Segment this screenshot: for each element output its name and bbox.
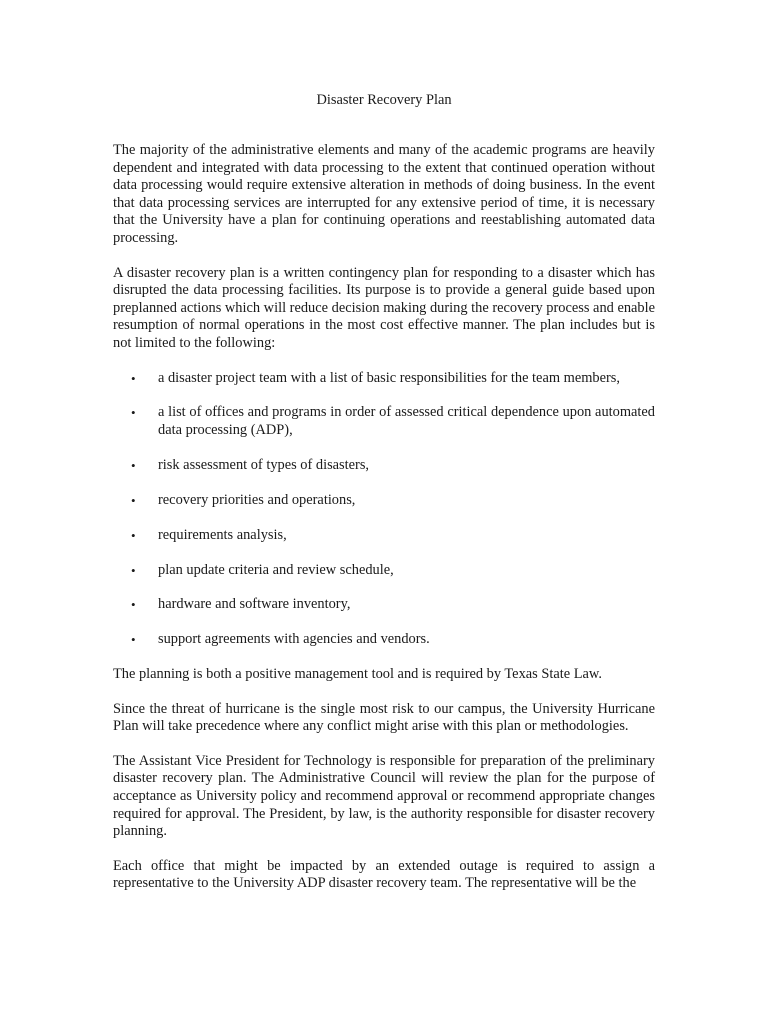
list-item: [113, 370, 655, 388]
list-item: [113, 562, 655, 580]
list-item: [113, 596, 655, 614]
list-item: [113, 527, 655, 545]
bullet-icon: •: [131, 405, 136, 421]
document-body: [113, 142, 655, 893]
list-item-text: support agreements with agencies and vendors.: [158, 631, 430, 648]
list-item: [113, 457, 655, 475]
list-item: [113, 631, 655, 649]
list-item: [113, 404, 655, 439]
list-item-text: risk assessment of types of disasters,: [158, 456, 370, 473]
list-item-text: hardware and software inventory,: [158, 596, 351, 613]
list-item-text: plan update criteria and review schedule,: [158, 561, 394, 578]
list-item-text: recovery priorities and operations,: [158, 491, 356, 508]
document-title: Disaster Recovery Plan: [316, 92, 452, 108]
paragraph-plan-definition: A disaster recovery plan is a written contingency plan for responding to a disaster which has disrupted the data processing facilities. Its purpose is to provide a general guide based upon preplanned actions which will reduce decision making during the recovery process and enable resumption of normal operations in the most cost effective manner. The plan includes but is not limited to the following:: [113, 264, 655, 351]
bullet-icon: •: [131, 632, 136, 648]
paragraph-intro: The majority of the administrative elements and many of the academic programs are heavily dependent and integrated with data processing to the extent that continued operation without data processing would require extensive alteration in methods of doing business. In the event that data processing services are interrupted for any extensive period of time, it is necessary that the University have a plan for continuing operations and reestablishing automated data processing.: [113, 142, 655, 246]
list-item-text: a list of offices and programs in order of assessed critical dependence upon automated data processing (ADP),: [158, 404, 655, 439]
bullet-icon: •: [131, 597, 136, 613]
paragraph-office-representative: Each office that might be impacted by an extended outage is required to assign a representative to the University ADP disaster recovery team. The representative will be the: [113, 857, 655, 892]
paragraph-responsibility: The Assistant Vice President for Technology is responsible for preparation of the preliminary disaster recovery plan. The Administrative Council will review the plan for the purpose of acceptance as University policy and recommend approval or recommend appropriate changes required for approval. The President, by law, is the authority responsible for disaster recovery planning.: [113, 752, 655, 840]
bullet-icon: •: [131, 492, 136, 508]
paragraph-texas-law: The planning is both a positive management tool and is required by Texas State Law.: [113, 665, 602, 682]
paragraph-hurricane-plan: Since the threat of hurricane is the single most risk to our campus, the University Hurricane Plan will take precedence where any conflict might arise with this plan or methodologies.: [113, 700, 655, 735]
bullet-icon: •: [131, 370, 136, 386]
bullet-icon: •: [131, 457, 136, 473]
bullet-icon: •: [131, 562, 136, 578]
plan-contents-list: [113, 370, 655, 649]
list-item-text: requirements analysis,: [158, 526, 287, 543]
bullet-icon: •: [131, 527, 136, 543]
list-item: [113, 492, 655, 510]
list-item-text: a disaster project team with a list of basic responsibilities for the team members,: [158, 369, 620, 386]
